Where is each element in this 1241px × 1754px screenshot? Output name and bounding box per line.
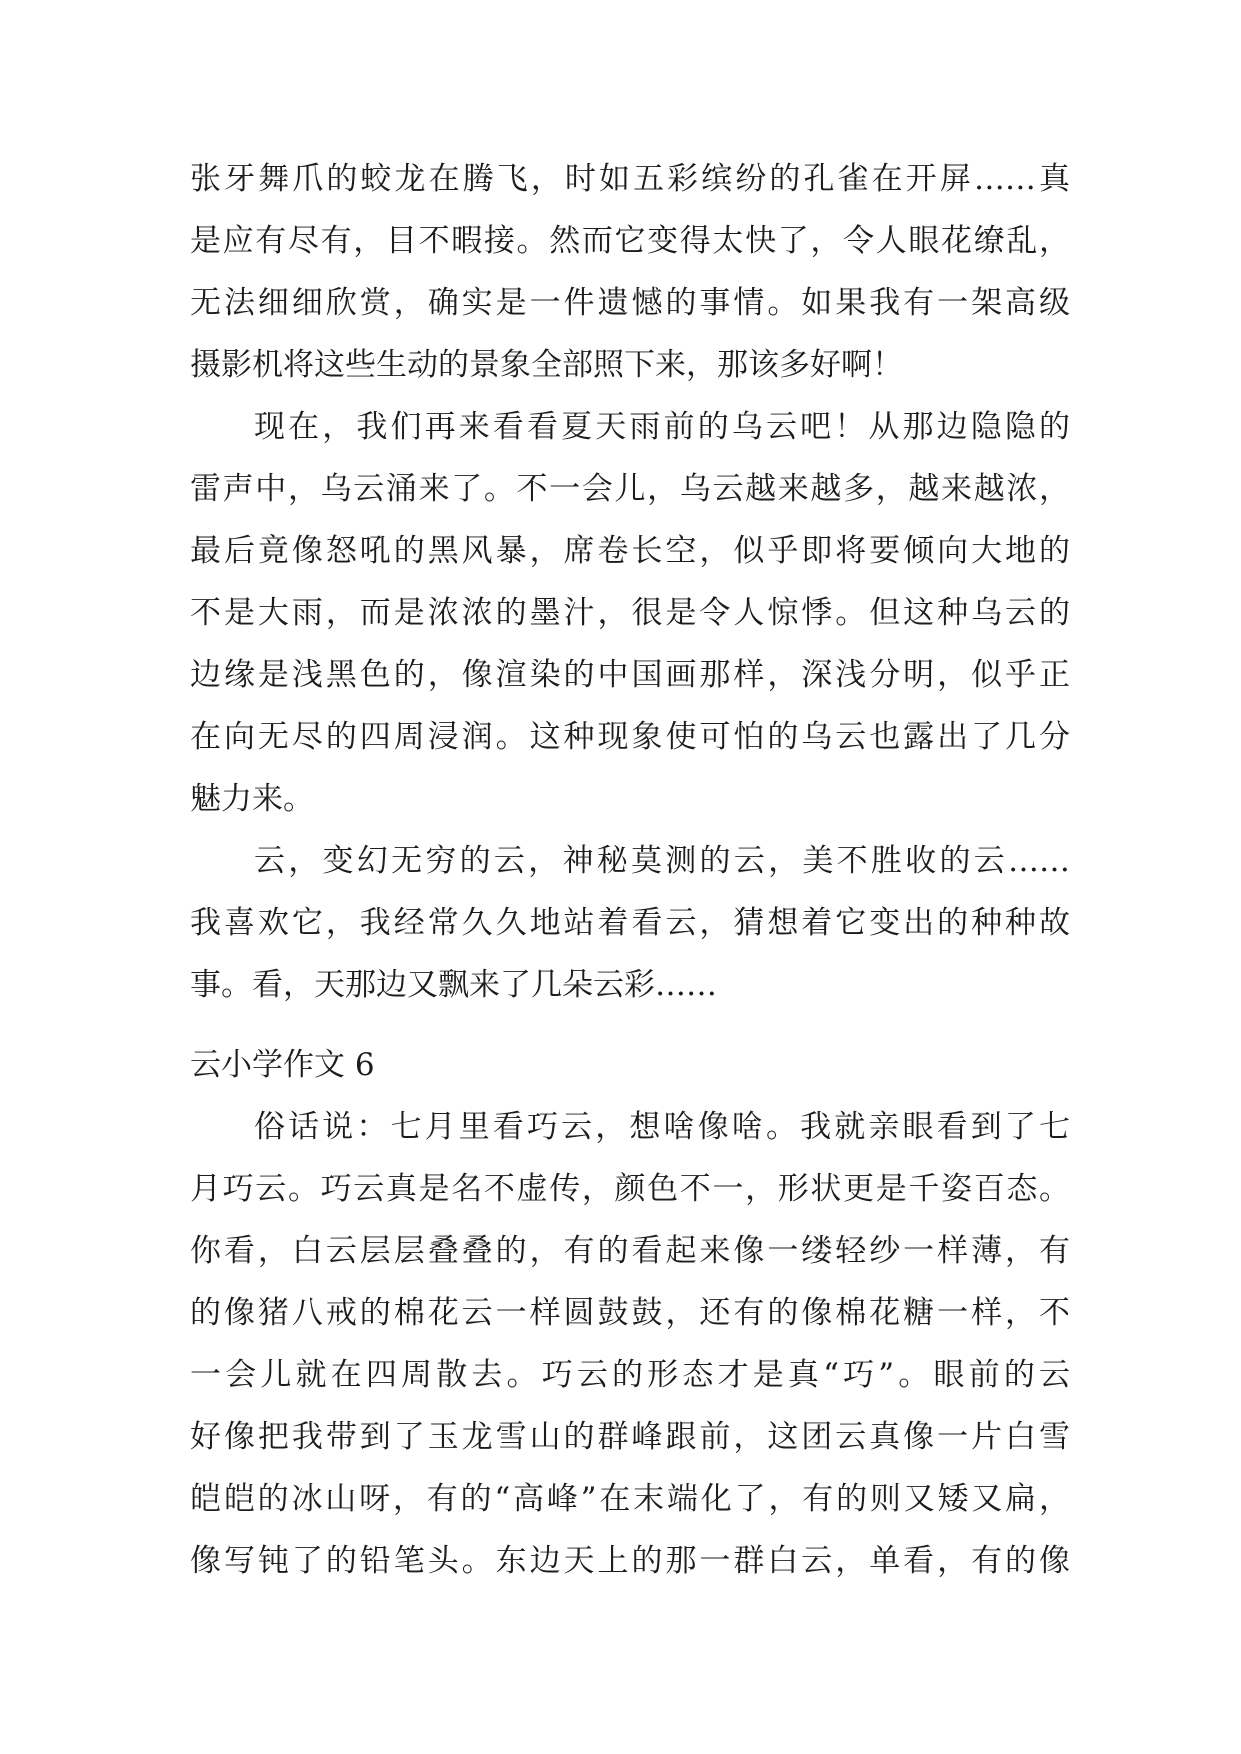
text-line: 张牙舞爪的蛟龙在腾飞，时如五彩缤纷的孔雀在开屏……真 (190, 161, 1070, 197)
text-line: 我喜欢它，我经常久久地站着看云，猜想着它变出的种种故 (190, 905, 1070, 941)
text-line: 无法细细欣赏，确实是一件遗憾的事情。如果我有一架高级 (190, 285, 1070, 321)
text-line: 魅力来。 (190, 781, 314, 817)
text-line: 一会儿就在四周散去。巧云的形态才是真“巧”。眼前的云 (190, 1357, 1070, 1393)
text-line: 的像猪八戒的棉花云一样圆鼓鼓，还有的像棉花糖一样，不 (190, 1295, 1070, 1331)
text-line: 边缘是浅黑色的，像渲染的中国画那样，深浅分明，似乎正 (190, 657, 1070, 693)
text-line: 俗话说：七月里看巧云，想啥像啥。我就亲眼看到了七 (254, 1109, 1070, 1145)
text-line: 摄影机将这些生动的景象全部照下来，那该多好啊！ (190, 347, 903, 383)
text-line: 是应有尽有，目不暇接。然而它变得太快了，令人眼花缭乱， (190, 223, 1070, 259)
essay-section-6 (190, 1096, 1070, 1592)
text-line: 像写钝了的铅笔头。东边天上的那一群白云，单看，有的像 (190, 1543, 1070, 1579)
text-line: 在向无尽的四周浸润。这种现象使可怕的乌云也露出了几分 (190, 719, 1070, 755)
text-line: 皑皑的冰山呀，有的“高峰”在末端化了，有的则又矮又扁， (190, 1481, 1070, 1517)
text-line: 月巧云。巧云真是名不虚传，颜色不一，形状更是千姿百态。 (190, 1171, 1070, 1207)
essay-title: 云小学作文 6 (190, 1047, 375, 1083)
text-line: 事。看，天那边又飘来了几朵云彩…… (190, 967, 717, 1003)
text-line: 云，变幻无穷的云，神秘莫测的云，美不胜收的云…… (254, 843, 1070, 879)
text-line: 最后竟像怒吼的黑风暴，席卷长空，似乎即将要倾向大地的 (190, 533, 1070, 569)
text-line: 雷声中，乌云涌来了。不一会儿，乌云越来越多，越来越浓， (190, 471, 1070, 507)
text-line: 你看，白云层层叠叠的，有的看起来像一缕轻纱一样薄，有 (190, 1233, 1070, 1269)
essay-section-continued (190, 148, 1070, 1016)
text-line: 不是大雨，而是浓浓的墨汁，很是令人惊悸。但这种乌云的 (190, 595, 1070, 631)
text-line: 好像把我带到了玉龙雪山的群峰跟前，这团云真像一片白雪 (190, 1419, 1070, 1455)
text-line: 现在，我们再来看看夏天雨前的乌云吧！从那边隐隐的 (254, 409, 1070, 445)
